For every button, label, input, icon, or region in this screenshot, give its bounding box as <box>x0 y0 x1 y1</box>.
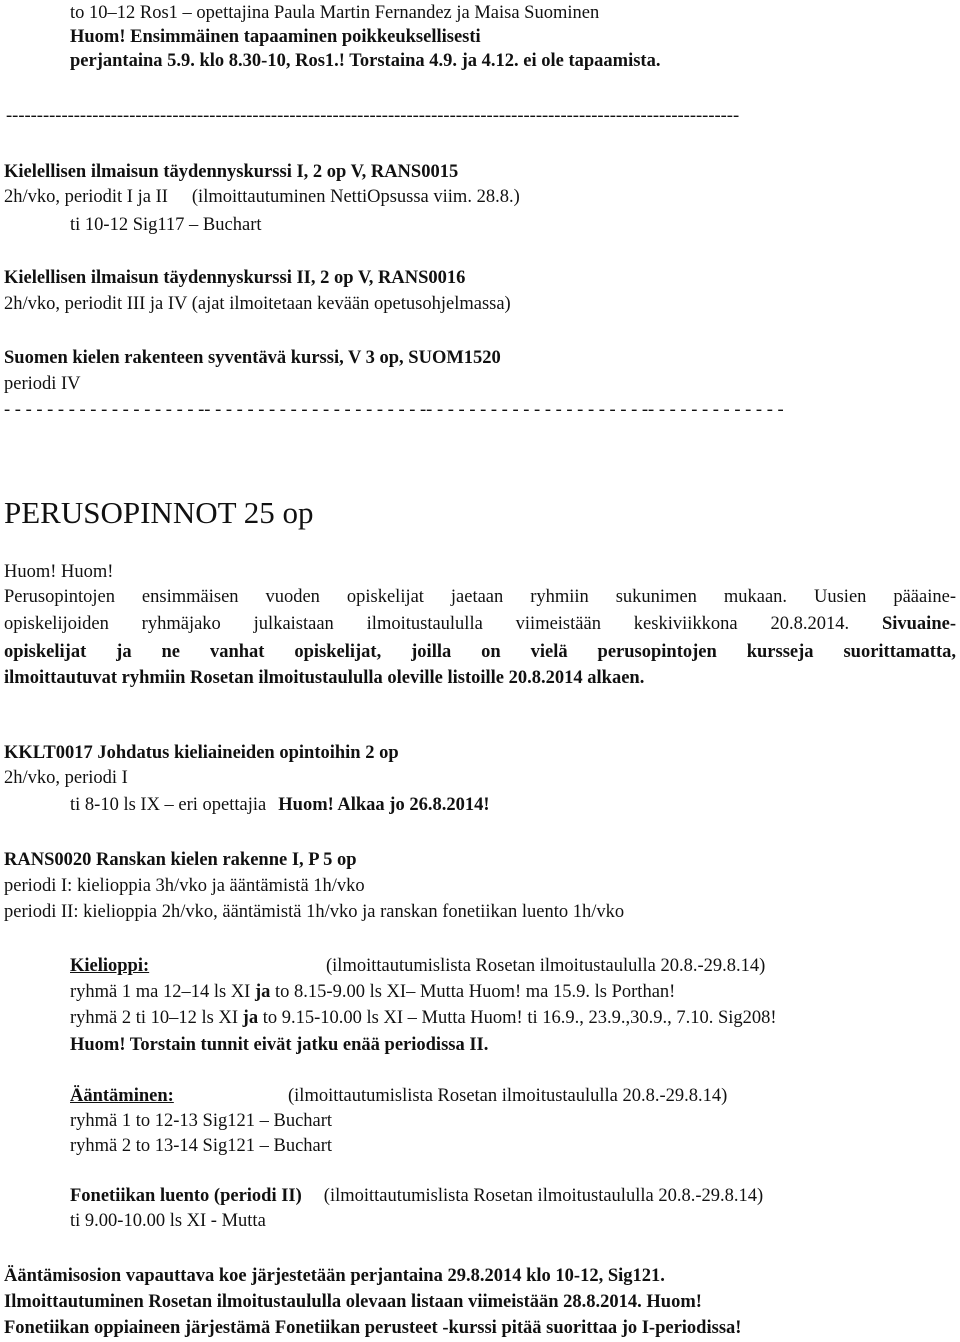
course-period-kklt0017: 2h/vko, periodi I <box>4 768 128 788</box>
course-title-rans0016: Kielellisen ilmaisun täydennyskurssi II, 2 op V, RANS0016 <box>4 268 466 288</box>
course-time-rans0015: ti 10-12 Sig117 – Buchart <box>70 215 262 235</box>
course-note-kklt0017: Huom! Alkaa jo 26.8.2014! <box>278 795 490 815</box>
kielioppi-note: Huom! Torstain tunnit eivät jatku enää periodissa II. <box>70 1035 489 1055</box>
top-line-3: perjantaina 5.9. klo 8.30-10, Ros1.! Torstaina 4.9. ja 4.12. ei ole tapaamista. <box>70 51 661 71</box>
course-title-suom1520: Suomen kielen rakenteen syventävä kurssi, V 3 op, SUOM1520 <box>4 348 501 368</box>
aantaminen-registration: (ilmoittautumislista Rosetan ilmoitustaululla 20.8.-29.8.14) <box>288 1086 728 1106</box>
kielioppi-group-2-a: ryhmä 2 ti 10–12 ls XI <box>70 1008 239 1028</box>
kielioppi-group-1-b: to 8.15-9.00 ls XI– Mutta Huom! ma 15.9. ls Porthan! <box>275 982 676 1002</box>
paragraph-line-2 <box>4 612 956 636</box>
kielioppi-group-2-ja: ja <box>242 1008 259 1028</box>
paragraph-line-2-bold: Sivuaine- <box>881 614 956 634</box>
fonetiikka-label: Fonetiikan luento (periodi II) <box>70 1186 302 1206</box>
fonetiikka-line <box>70 1184 763 1208</box>
footer-line-2: Ilmoittautuminen Rosetan ilmoitustaululla olevaan listaan viimeistään 28.8.2014. Huom! <box>4 1292 702 1312</box>
course-registration-rans0015: (ilmoittautuminen NettiOpsussa viim. 28.8.) <box>191 187 520 207</box>
aantaminen-label: Ääntäminen: <box>70 1086 174 1106</box>
course-title-rans0020: RANS0020 Ranskan kielen rakenne I, P 5 op <box>4 850 357 870</box>
separator-dashes: ----------------------------------------------------------------------------------------------------------------------- <box>6 106 740 126</box>
fonetiikka-registration: (ilmoittautumislista Rosetan ilmoitustaululla 20.8.-29.8.14) <box>323 1186 764 1206</box>
course-info-rans0016: 2h/vko, periodit III ja IV (ajat ilmoitetaan kevään opetusohjelmassa) <box>4 294 511 314</box>
course-time-kklt0017 <box>70 793 489 817</box>
paragraph-line-2-text: opiskelijoiden ryhmäjako julkaistaan ilmoitustaululla viimeistään keskiviikkona 20.8.2014. <box>4 614 850 634</box>
course-period-1-rans0020: periodi I: kielioppia 3h/vko ja ääntämistä 1h/vko <box>4 876 365 896</box>
course-title-rans0015: Kielellisen ilmaisun täydennyskurssi I, 2 op V, RANS0015 <box>4 162 459 182</box>
paragraph-line-1: Perusopintojen ensimmäisen vuoden opiskelijat jaetaan ryhmiin sukunimen mukaan. Uusien pääaine- <box>4 587 956 607</box>
kielioppi-label: Kielioppi: <box>70 956 150 976</box>
kielioppi-registration: (ilmoittautumislista Rosetan ilmoitustaululla 20.8.-29.8.14) <box>326 956 766 976</box>
footer-line-3: Fonetiikan oppiaineen järjestämä Fonetiikan perusteet -kurssi pitää suorittaa jo I-periodissa! <box>4 1318 742 1338</box>
paragraph-line-3: opiskelijat ja ne vanhat opiskelijat, joilla on vielä perusopintojen kursseja suorittamatta, <box>4 642 956 662</box>
top-line-2: Huom! Ensimmäinen tapaaminen poikkeuksellisesti <box>70 27 481 47</box>
course-period-2-rans0020: periodi II: kielioppia 2h/vko, ääntämistä 1h/vko ja ranskan fonetiikan luento 1h/vko <box>4 902 625 922</box>
kielioppi-group-2-b: to 9.15-10.00 ls XI – Mutta Huom! ti 16.9., 23.9.,30.9., 7.10. Sig208! <box>262 1008 777 1028</box>
course-title-kklt0017: KKLT0017 Johdatus kieliaineiden opintoihin 2 op <box>4 743 399 763</box>
kielioppi-group-2 <box>70 1006 777 1030</box>
course-period-rans0015: 2h/vko, periodit I ja II <box>4 187 168 207</box>
aantaminen-group-2: ryhmä 2 to 13-14 Sig121 – Buchart <box>70 1136 333 1156</box>
footer-line-1: Ääntämisosion vapauttava koe järjestetään perjantaina 29.8.2014 klo 10-12, Sig121. <box>4 1266 665 1286</box>
course-time-text-kklt0017: ti 8-10 ls IX – eri opettajia <box>70 795 267 815</box>
kielioppi-group-1 <box>70 980 675 1004</box>
huom-note: Huom! Huom! <box>4 562 114 582</box>
fonetiikka-time: ti 9.00-10.00 ls XI - Mutta <box>70 1211 266 1231</box>
kielioppi-group-1-ja: ja <box>254 982 271 1002</box>
top-line-1: to 10–12 Ros1 – opettajina Paula Martin Fernandez ja Maisa Suominen <box>70 3 600 23</box>
kielioppi-group-1-a: ryhmä 1 ma 12–14 ls XI <box>70 982 251 1002</box>
aantaminen-group-1: ryhmä 1 to 12-13 Sig121 – Buchart <box>70 1111 333 1131</box>
separator-dashed: - - - - - - - - - - - - - - - - - - -- - - - - - - - - - - - - - - - - - - - -- - - - - - - - - - - - - - - - - - - - -- - - - - - - - - - - - - <box>4 400 784 420</box>
paragraph-line-4: ilmoittautuvat ryhmiin Rosetan ilmoitustaululla oleville listoille 20.8.2014 alkaen. <box>4 668 645 688</box>
section-heading-perusopinnot: PERUSOPINNOT 25 op <box>4 495 314 530</box>
course-info-rans0015 <box>4 185 520 209</box>
course-period-suom1520: periodi IV <box>4 374 81 394</box>
